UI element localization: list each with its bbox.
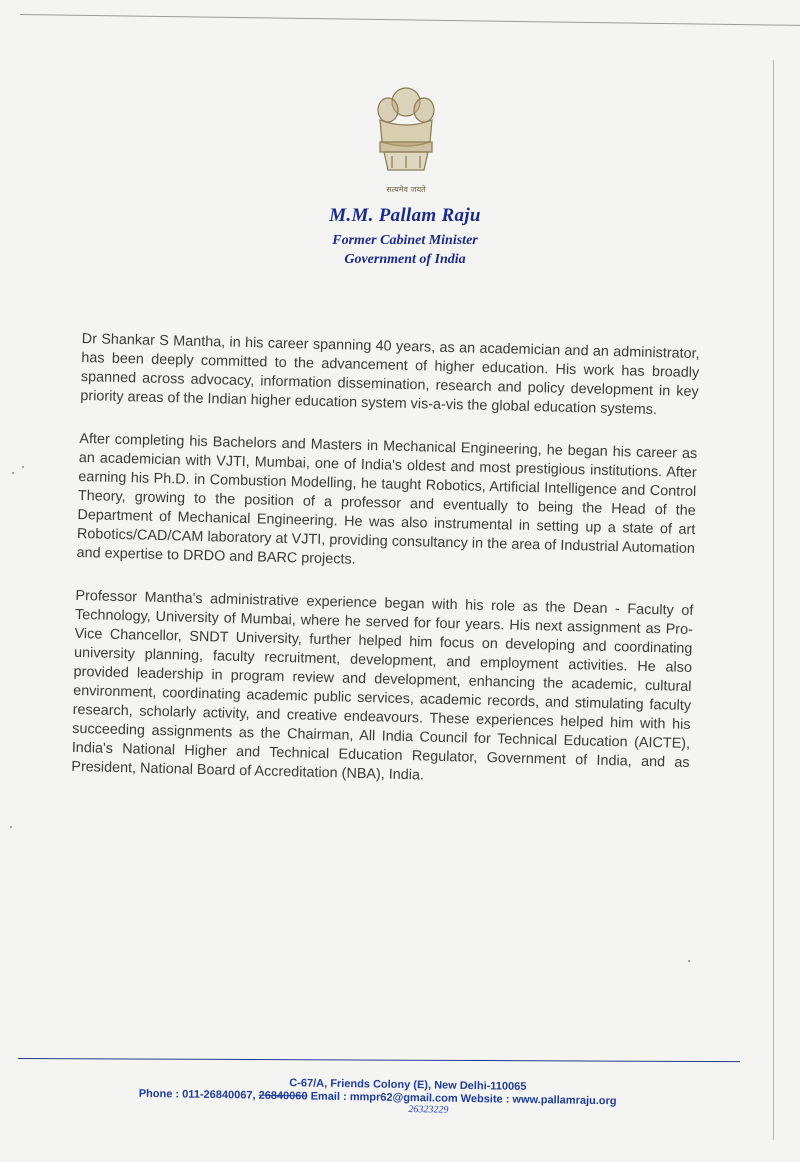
footer-website: Website : www.pallamraju.org [457,1092,617,1108]
footer-address: C-67/A, Friends Colony (E), New Delhi-110065 [289,1077,527,1093]
paragraph-3: Professor Mantha's administrative experience began with his role as the Dean - Faculty of Technology, University of Mumbai, where he served for four years. His next assignment as Pro-Vice Chancellor, SNDT University, further helped him focus on developing and coordinating university planning, faculty recruitment, development, and employment activities. He also provided leadership in program review and development, enhancing the academic, cultural environment, coordinating academic public services, academic records, and stimulating faculty research, scholarly activity, and creative endeavours. These experiences helped him with his succeeding assignments as the Chairman, All India Council for Technical Education (AICTE), India's National Higher and Technical Education Regulator, Government of India, and as President, National Board of Accreditation (NBA), India. [71,587,694,784]
paragraph-2: After completing his Bachelors and Masters in Mechanical Engineering, he began his career as an academician with VJTI, Mumbai, one of India's oldest and most prestigious institutions. After earning his Ph.D. in Combustion Modelling, he taught Robotics, Artificial Intelligence and Control Theory, growing to the position of a professor and eventually to being the Head of the Department of Mechanical Engineering. He was also instrumental in setting up a state of art Robotics/CAD/CAM laboratory at VJTI, providing consultancy in the area of Industrial Automation and expertise to DRDO and BARC projects. [76,430,698,568]
top-scan-edge [20,14,800,26]
paragraph-1: Dr Shankar S Mantha, in his career spanning 40 years, as an academician and an administrator, has been deeply committed to the advancement of higher education. His work has broadly spanned across advocacy, information dissemination, research and policy development in key priority areas of the Indian higher education system vis-a-vis the global education systems. [80,330,700,419]
phone-prefix: Phone : 011-26840067, [138,1087,259,1102]
phone-struck-number: 26840060 26323229 [258,1089,449,1116]
right-scan-edge [773,60,774,1140]
scan-speck [10,826,12,828]
scan-speck [22,466,24,468]
letterhead-block [290,205,520,268]
letter-body [70,330,699,816]
phone-handwritten-correction: 26323229 [408,1104,449,1116]
scan-speck [12,472,14,474]
sender-name: M.M. Pallam Raju [329,205,481,226]
footer-email: Email : mmpr62@gmail.com [307,1090,458,1105]
footer-contact [88,1074,668,1116]
national-emblem-icon [370,80,442,198]
footer-divider [18,1058,740,1062]
scan-speck [688,960,690,962]
sender-government: Government of India [344,252,466,267]
sender-role: Former Cabinet Minister [332,233,478,248]
emblem-caption: सत्यमेव जयते [386,185,426,194]
